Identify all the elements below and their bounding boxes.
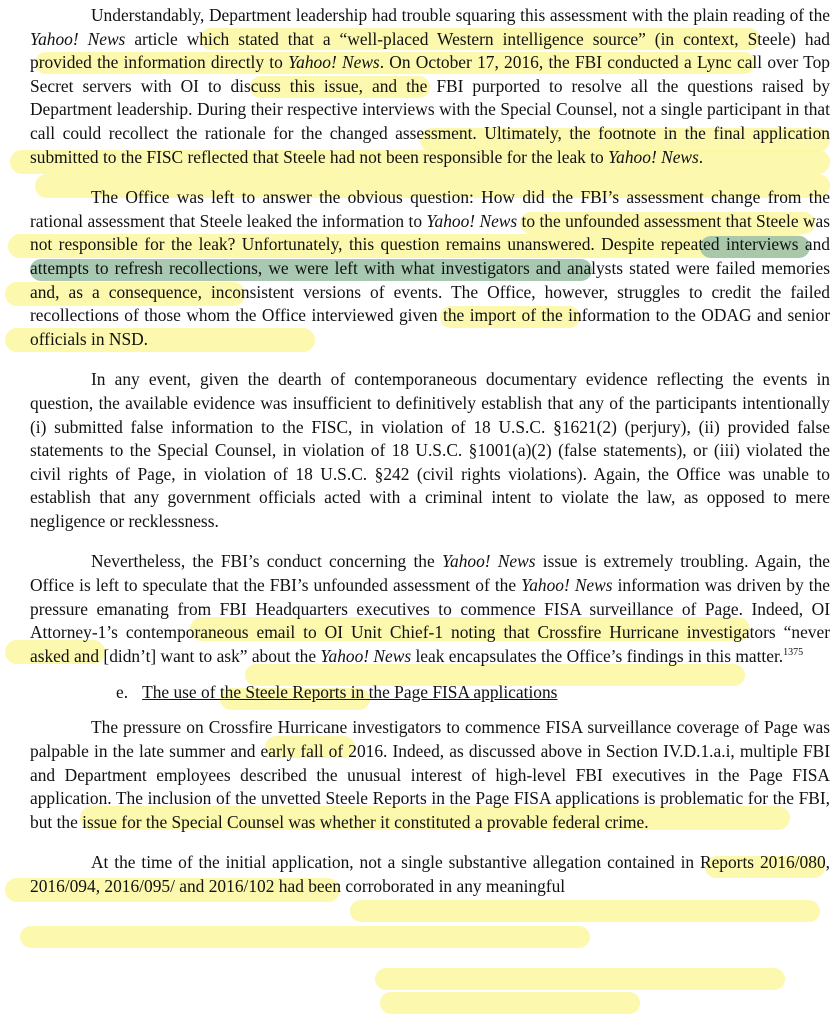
- paragraph-1: [30, 4, 830, 169]
- paragraph-5: [30, 716, 830, 834]
- text-run: article which stated that a “well-placed Western intelligence source” (in context, Steele) had provided the information directly to: [30, 28, 830, 73]
- italic-publication: Yahoo! News: [30, 28, 126, 49]
- text-run: . On October 17, 2016, the FBI conducted a Lync call over Top Secret servers with OI to discuss this issue, and the FBI purported to resolve all the questions raised by Department leadership. During their respective interviews with the Special Counsel, not a single participant in that call could recollect the rationale for the changed assessment. Ultimately, the footnote in the final application submitted to the FISC reflected that Steele had not been responsible for the leak to: [30, 52, 830, 167]
- section-number: e.: [116, 682, 129, 703]
- paragraph-3: [30, 368, 830, 533]
- paragraph-4: [30, 550, 830, 668]
- italic-publication: Yahoo! News: [426, 210, 518, 231]
- italic-publication: Yahoo! News: [521, 575, 613, 596]
- text-run: The Office was left to answer the obvious question: How did the FBI’s assessment change from the rational assessment that Steele leaked the information to: [30, 187, 830, 231]
- text-run: to the unfounded assessment that Steele was not responsible for the leak? Unfortunately, this question remains unanswered. Despite repeated interviews and attempts to refresh recollections, we were left with what investigators and analysts stated were failed memories and, as a consequence, inconsistent versions of events. The Office, however, struggles to credit the failed recollections of those whom the Office interviewed given the import of the information to the ODAG and senior officials in NSD.: [30, 210, 830, 349]
- text-run: issue is extremely troubling. Again, the Office is left to speculate that the FBI’s unfounded assessment of the: [30, 551, 830, 596]
- footnote-reference[interactable]: 1375: [783, 646, 804, 658]
- italic-publication: Yahoo! News: [288, 52, 380, 73]
- highlight-mark: [380, 992, 640, 1014]
- text-run: leak encapsulates the Office’s findings in this matter.: [411, 645, 784, 666]
- italic-publication: Yahoo! News: [608, 146, 699, 167]
- highlight-mark: [375, 968, 785, 990]
- italic-publication: Yahoo! News: [441, 551, 536, 572]
- highlight-mark: [20, 926, 590, 948]
- text-run: Understandably, Department leadership had trouble squaring this assessment with the plain reading of the: [91, 5, 830, 25]
- section-heading: [30, 680, 830, 704]
- italic-publication: Yahoo! News: [320, 645, 412, 666]
- text-run: Nevertheless, the FBI’s conduct concerning the: [91, 551, 442, 572]
- highlight-mark: [350, 900, 820, 922]
- text-run: In any event, given the dearth of contemporaneous documentary evidence reflecting the events in question, the available evidence was insufficient to definitively establish that any of the participants intentionally (i) submitted false information to the FISC, in violation of 18 U.S.C. §1621(2) (perjury), (ii) provided false statements to the Special Counsel, in violation of 18 U.S.C. §1001(a)(2) (false statements), or (iii) violated the civil rights of Page, in violation of 18 U.S.C. §242 (civil rights violations). Again, the Office was unable to establish that any government officials acted with a criminal intent to violate the law, as opposed to mere negligence or recklessness.: [30, 369, 830, 531]
- text-run: .: [698, 146, 704, 167]
- text-run: information was driven by the pressure emanating from FBI Headquarters executives to commence FISA surveillance of Page. Indeed, OI Attorney-1’s contemporaneous email to OI Unit Chief-1 noting that Crossfire Hurricane investigators “never asked and [didn’t] want to ask” about the: [30, 575, 831, 666]
- paragraph-2: [30, 186, 830, 351]
- document-page: [30, 4, 830, 899]
- text-run: At the time of the initial application, not a single substantive allegation contained in Reports 2016/080, 2016/094, 2016/095/ and 2016/102 had been corroborated in any meaningful: [30, 852, 830, 896]
- section-title: The use of the Steele Reports in the Page FISA applications: [142, 682, 558, 703]
- text-run: The pressure on Crossfire Hurricane investigators to commence FISA surveillance coverage of Page was palpable in the late summer and early fall of 2016. Indeed, as discussed above in Section IV.D.1.a.i, multiple FBI and Department employees described the unusual interest of high-level FBI executives in the Page FISA application. The inclusion of the unvetted Steele Reports in the Page FISA applications is problematic for the FBI, but the issue for the Special Counsel was whether it constituted a provable federal crime.: [30, 717, 830, 832]
- paragraph-6: [30, 851, 830, 898]
